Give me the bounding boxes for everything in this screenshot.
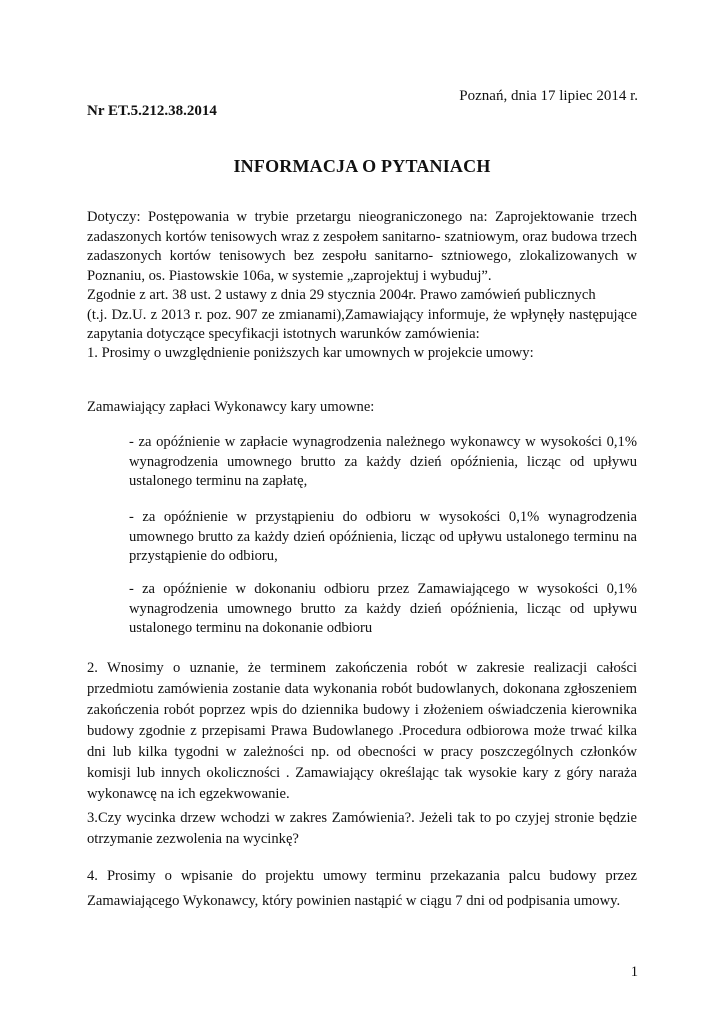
- text-line: (t.j. Dz.U. z 2013 r. poz. 907 ze zmianami),Zamawiający informuje, że wpłynęły następujące: [87, 306, 637, 323]
- penalty-item-2: [129, 508, 637, 567]
- text-line: ustalonego terminu na zapłatę,: [129, 473, 308, 489]
- text-line: - za opóźnienie w zapłacie wynagrodzenia należnego wykonawcy w wysokości 0,1%: [129, 434, 637, 450]
- text-line: otrzymanie zezwolenia na wycinkę?: [87, 831, 299, 847]
- text-line: zadaszonych kortów tenisowych wraz z zespołem sanitarno- szatniowym, oraz budowa trzech: [87, 228, 637, 245]
- text-line: budowy zgodnie z przepisami Prawa Budowlanego .Procedura odbiorowa może trwać kilka: [87, 723, 637, 739]
- text-line: 4. Prosimy o wpisanie do projektu umowy terminu przekazania palcu budowy przez: [87, 868, 637, 884]
- text-line: 2. Wnosimy o uznanie, że terminem zakończenia robót w zakresie realizacji całości: [87, 660, 637, 676]
- penalty-item-3: [129, 580, 637, 639]
- document-date: Poznań, dnia 17 lipiec 2014 r.: [459, 88, 638, 104]
- text-line: Zgodnie z art. 38 ust. 2 ustawy z dnia 29 stycznia 2004r. Prawo zamówień publicznych: [87, 287, 596, 303]
- document-title: INFORMACJA O PYTANIACH: [233, 156, 491, 176]
- question-1-heading: 1. Prosimy o uwzględnienie poniższych kar umownych w projekcie umowy:: [87, 345, 534, 361]
- text-line: Dotyczy: Postępowania w trybie przetargu nieograniczonego na: Zaprojektowanie trzech: [87, 209, 637, 225]
- penalties-lead: Zamawiający zapłaci Wykonawcy kary umowne:: [87, 399, 375, 415]
- question-4-paragraph: [87, 864, 637, 914]
- text-line: wynagrodzenia umownego brutto za każdy dzień opóźnienia, licząc od upływu: [129, 453, 637, 470]
- text-line: Zamawiającego Wykonawcy, który powinien nastąpić w ciągu 7 dni od podpisania umowy.: [87, 893, 621, 909]
- text-line: zakończenia robót poprzez wpis do dziennika budowy i złożeniem oświadczenia kierownika: [87, 702, 637, 718]
- question-2-paragraph: [87, 658, 637, 805]
- reference-number: Nr ET.5.212.38.2014: [87, 103, 217, 119]
- text-line: przedmiotu zamówienia zostanie data wykonania robót budowlanych, dokonana zgłoszeniem: [87, 681, 637, 697]
- text-line: umownego brutto za każdy dzień opóźnienia, licząc od upływu ustalonego terminu na: [129, 528, 637, 545]
- text-line: - za opóźnienie w dokonaniu odbioru przez Zamawiającego w wysokości 0,1%: [129, 581, 637, 597]
- text-line: komisji lub innych okoliczności . Zamawiający określając tak wysokie kary z góry naraża: [87, 765, 637, 781]
- penalty-item-1: [129, 433, 637, 492]
- page-number: 1: [630, 964, 638, 980]
- text-line: dni lub kilka tygodni w zależności np. od obecności w pracy poszczególnych członków: [87, 744, 637, 760]
- text-line: Poznaniu, os. Piastowskie 106a, w systemie „zaprojektuj i wybuduj”.: [87, 267, 492, 284]
- text-line: wykonawcę na ich egzekwowanie.: [87, 786, 290, 802]
- text-line: ustalonego terminu na dokonanie odbioru: [129, 620, 373, 636]
- text-line: 3.Czy wycinka drzew wchodzi w zakres Zamówienia?. Jeżeli tak to po czyjej stronie będzie: [87, 810, 637, 826]
- text-line: wynagrodzenia umownego brutto za każdy dzień opóźnienia, licząc od upływu: [129, 600, 637, 617]
- intro-paragraph: [87, 208, 637, 345]
- text-line: zapytania dotyczące specyfikacji istotnych warunków zamówienia:: [87, 326, 480, 342]
- text-line: - za opóźnienie w przystąpieniu do odbioru w wysokości 0,1% wynagrodzenia: [129, 509, 637, 525]
- question-3-paragraph: [87, 808, 637, 850]
- text-line: zadaszonych kortów tenisowych bez zespołu sanitarno- sztniowego, zlokalizowanych w: [87, 248, 637, 264]
- text-line: przystąpienie do odbioru,: [129, 548, 278, 564]
